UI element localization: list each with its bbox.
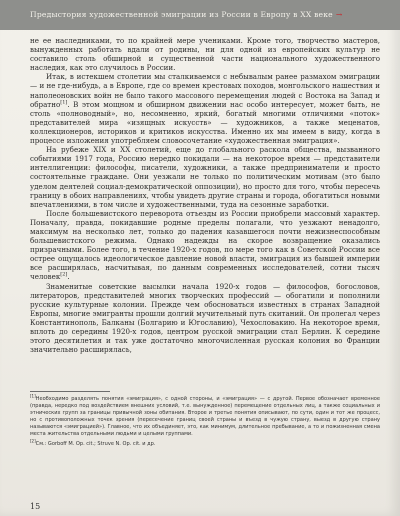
running-head [30, 10, 380, 19]
footnote [30, 438, 380, 448]
footnote [30, 393, 380, 438]
paragraph: не ее наследниками, то по крайней мере учениками. Кроме того, творчество мастеров, вынужденных работать вдали от родины, ни для одной из европейских культур не составило столь обширной и существенной части национального художественного наследия, как это случилось в России. [30, 36, 380, 73]
paragraph [30, 209, 380, 282]
paragraph [30, 72, 380, 145]
paragraph-text: . [67, 272, 70, 282]
footnotes [30, 393, 380, 448]
page-number: 15 [30, 502, 41, 511]
footnote-divider [30, 391, 110, 392]
footnote-ref[interactable]: [1] [60, 99, 68, 106]
footnote-ref[interactable]: [2] [60, 272, 68, 279]
footnote-mark: [1] [30, 393, 36, 399]
main-text [30, 36, 380, 354]
footnote-mark: [2] [30, 438, 36, 444]
footnote-text: См.: Gorboff M. Op. cit.; Struve N. Op. cit. и др. [35, 441, 156, 448]
running-head-text: Предыстория художественной эмиграции из России в Европу в XX веке [30, 10, 333, 19]
paragraph-text: Итак, в истекшем столетии мы сталкиваемся с небывалым ранее размахом эмиграции — и не где-нибудь, а в Европе, где со времен крестовых походов, монгольского нашествия и наполеоновских войн не было такого массового перемещения людей с Востока на Запад и обратно [30, 72, 380, 109]
paragraph-text: После большевистского переворота отъезды из России приобрели массовый характер. Поначалу, правда, покидавшие родные пределы полагали, что уезжают ненадолго, максимум на несколько лет, только до падения казавшегося почти нежизнеспособным большевистского режима. Однако надежды на скорое возвращение оказались призрачными. Более того, в течение 1920-х годов, по мере того как в Советской России все острее ощущалось идеологическое давление новой власти, эмиграция из бывшей империи все расширялась, насчитывая, по данным современных исследователей, сотни тысяч человек [30, 208, 380, 282]
paragraph-text: . В этом мощном и обширном движении нас особо интересует, может быть, не столь «полноводный», но, несомненно, яркий, богатый многими отличиями «поток» представителей мира «изящных искусств» — художников, а также меценатов, коллекционеров, историков и критиков искусства. Именно их мы имеем в виду, когда в процессе изложения употребляем словосочетание «художественная эмиграция». [30, 99, 380, 146]
footnote-text: Необходимо разделять понятия «эмиграция», с одной стороны, и «эмиграция» — с другой. Первое обозначает временное (правда, нередко под воздействием внешних условий, т.е. вынужденное) перемещение отдельных лиц, а также социальных и этнических групп за границы привычной зоны обитания. Второе и третье понятия описывают, по сути, один и тот же процесс, но с противоположных точек зрения (пересечение границ своей страны и въезд в чужую страну, выезд в другую страну называются «эмиграцией»). Главное, что их объединяет, это, как минимум, длительное пребывание, а то и пожизненная смена места жительства отдельными людьми и целыми группами. [30, 396, 380, 438]
paragraph: На рубеже XIX и XX столетий, еще до глобального раскола общества, вызванного событиями 1917 года, Россию нередко покидали — на некоторое время — представители интеллигенции: философы, писатели, художники, а также предприниматели и просто состоятельные граждане. Они уезжали не только по политическим мотивам (это было уделом деятелей социал-демократической оппозиции), но просто для того, чтобы пересечь границу в обоих направлениях, чтобы увидеть другие страны и города, обогатиться новыми впечатлениями, в том числе и художественными, туда на сезонные заработки. [30, 145, 380, 209]
paragraph: Знаменитые советские высылки начала 1920-х годов — философов, богословов, литераторов, представителей многих творческих профессий — обогатили и пополнили русские культурные колонии. Прежде чем обосноваться известных в странах Западной Европы, многие эмигранты прошли долгий мучительный путь скитаний. Он пролегал через Константинополь, Балканы (Болгарию и Югославию), Чехословакию. На некоторое время, вплоть до середины 1920-х годов, центром русской эмиграции стал Берлин. К середине этого десятилетия и так уже достаточно многочисленная русская колония во Франции значительно расширялась, [30, 281, 380, 355]
arrow-icon: → [335, 10, 343, 19]
